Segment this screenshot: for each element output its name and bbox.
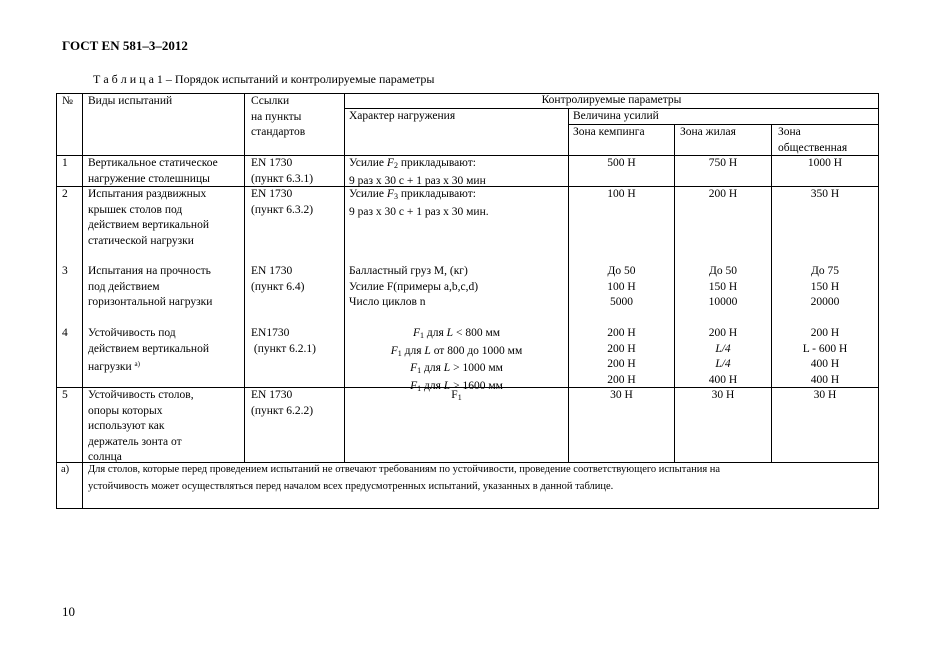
row3-ref: EN 1730 (пункт 6.4)	[251, 265, 305, 293]
header-forces: Величина усилий	[573, 110, 659, 122]
row4-test: Устойчивость под действием вертикальной нагрузки $^{a)}$	[88, 327, 209, 373]
row4-zone-camping: 200 Н 200 Н 200 Н 200 Н	[607, 327, 636, 386]
row1-zone-camping: 500 Н	[607, 157, 636, 169]
row2-ref: EN 1730 (пункт 6.3.2)	[251, 188, 314, 216]
row4-ref: EN1730 (пункт 6.2.1)	[251, 327, 316, 355]
row5-zone-camping: 30 Н	[610, 389, 633, 401]
header-zone-public: Зона общественная	[778, 126, 848, 154]
row5-zone-public: 30 Н	[813, 389, 837, 401]
row3-zone-public: До 75 150 Н 20000	[810, 265, 840, 308]
row3-zone-camping: До 50 100 Н 5000	[607, 265, 636, 308]
row2-zone-public: 350 Н	[810, 188, 840, 200]
row3-test: Испытания на прочность под действием горизонтальной нагрузки	[88, 265, 213, 308]
header-zone-camping: Зона кемпинга	[573, 126, 645, 138]
header-tests: Виды испытаний	[88, 95, 173, 107]
row3-zone-residential: До 50 150 Н 10000	[708, 265, 738, 308]
row5-test: Устойчивость столов, опоры которых используют как держатель зонта от солнца	[88, 389, 194, 463]
row4-load: $F_1$ для L < 800 мм $F_1$ для L от 800 до 1000 мм $F_1$ для L > 1000 мм $F_1$ для L > 1600 мм	[390, 327, 523, 393]
header-zone-residential: Зона жилая	[680, 126, 736, 138]
row3-number: 3	[62, 265, 68, 277]
parameters-table	[56, 93, 879, 509]
row2-zone-residential: 200 Н	[708, 188, 738, 200]
footnote-text: Для столов, которые перед проведением испытаний не отвечают требованиям по устойчивости, проведение соответствующего испытания на устойчивость может осуществляться перед началом всех предусмотренных испытаний, указанных в данной таблице.	[88, 464, 721, 492]
header-number: №	[62, 95, 73, 107]
row1-ref: EN 1730 (пункт 6.3.1)	[251, 157, 314, 185]
row1-test: Вертикальное статическое нагружение столешницы	[88, 157, 218, 185]
footnote-mark: а)	[61, 464, 70, 475]
document-header: ГОСТ EN 581–3–2012	[62, 38, 188, 53]
row1-zone-residential: 750 Н	[708, 157, 738, 169]
row4-zone-residential: 200 Н L/4 L/4 400 Н	[708, 327, 738, 386]
row5-ref: EN 1730 (пункт 6.2.2)	[251, 389, 314, 417]
row2-number: 2	[62, 188, 68, 200]
row1-zone-public: 1000 Н	[807, 157, 843, 169]
page-number: 10	[62, 604, 75, 619]
row4-zone-public: 200 Н L - 600 Н 400 Н 400 Н	[802, 327, 848, 386]
table-caption: Т а б л и ц а 1 – Порядок испытаний и контролируемые параметры	[93, 72, 435, 86]
header-params: Контролируемые параметры	[541, 94, 682, 106]
row5-load: $F_1$	[451, 389, 462, 402]
header-refs: Ссылки на пункты стандартов	[251, 95, 306, 138]
row2-test: Испытания раздвижных крышек столов под действием вертикальной статической нагрузки	[88, 188, 209, 247]
row4-number: 4	[62, 327, 68, 339]
row2-load: Усилие $F_3$ прикладывают: 9 раз x 30 с + 1 раз x 30 мин.	[349, 188, 489, 218]
row1-load: Усилие $F_2$ прикладывают: 9 раз x 30 с + 1 раз x 30 мин	[349, 157, 486, 187]
row1-number: 1	[62, 157, 68, 169]
header-load: Характер нагружения	[349, 110, 456, 122]
row3-load: Балластный груз М, (кг) Усилие F(примеры a,b,c,d) Число циклов n	[349, 265, 479, 308]
row5-zone-residential: 30 Н	[711, 389, 735, 401]
row2-zone-camping: 100 Н	[607, 188, 636, 200]
row5-number: 5	[62, 389, 68, 401]
